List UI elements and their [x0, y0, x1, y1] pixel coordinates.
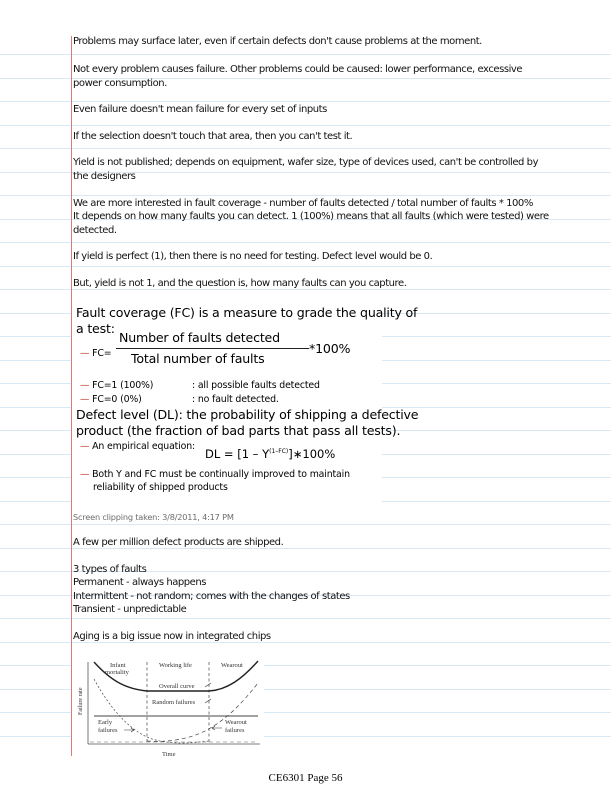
note-line: power consumption. — [73, 78, 167, 89]
bullet-dash-icon: — — [80, 394, 90, 405]
bullet-dash-icon: — — [80, 348, 90, 359]
label-working-life: Working life — [159, 662, 192, 669]
page-footer: CE6301 Page 56 — [268, 772, 343, 784]
fc1-desc: : all possible faults detected — [192, 380, 320, 391]
ruled-line — [0, 195, 611, 196]
fc-heading-cont: a test: — [76, 321, 115, 336]
note-line: the designers — [73, 171, 136, 182]
note-line: We are more interested in fault coverage - number of faults detected / total number of faults * 100% — [73, 198, 533, 209]
empirical-bullet — [80, 441, 195, 452]
note-line: A few per million defect products are shipped. — [73, 537, 284, 548]
note-line: 3 types of faults — [73, 564, 147, 575]
label-random-failures: Random failures — [152, 699, 196, 706]
fc-multiplier: *100% — [309, 341, 351, 356]
label-early-failures: failures — [98, 727, 118, 734]
label-wearout-failures-2: failures — [225, 727, 245, 734]
note-line: Aging is a big issue now in integrated chips — [73, 631, 271, 642]
bullet-dash-icon: — — [80, 441, 90, 452]
ruled-line — [0, 125, 611, 126]
bullet-dash-icon: — — [80, 469, 90, 480]
ruled-line — [0, 618, 611, 619]
note-line: Transient - unpredictable — [73, 604, 187, 615]
label-overall-curve: Overall curve — [159, 683, 195, 690]
y-axis-label: Failure rate — [78, 687, 84, 715]
clipping-caption: Screen clipping taken: 3/8/2011, 4:17 PM — [73, 512, 234, 522]
dl-equation-exponent: (1–FC) — [269, 448, 289, 456]
note-line: Yield is not published; depends on equipment, wafer size, type of devices used, can't be controlled by — [73, 157, 539, 168]
bullet-dash-icon: — — [80, 380, 90, 391]
note-line: Problems may surface later, even if certain defects don't cause problems at the moment. — [73, 36, 482, 47]
both-bullet — [80, 469, 350, 480]
label-wearout-failures-1: Wearout — [225, 719, 247, 726]
note-line: Intermittent - not random; comes with the changes of states — [73, 591, 350, 602]
fc0-desc: : no fault detected. — [192, 394, 279, 405]
dl-heading-cont: product (the fraction of bad parts that pass all tests). — [76, 423, 401, 438]
fc-label: FC= — [92, 348, 112, 359]
ruled-line — [0, 148, 611, 149]
fc-denominator: Total number of faults — [131, 351, 265, 366]
note-line: Even failure doesn't mean failure for every set of inputs — [73, 104, 327, 115]
ruled-line — [0, 524, 611, 525]
bathtub-curve-diagram — [72, 657, 264, 763]
fc-bullet — [80, 348, 111, 359]
fc0-label: FC=0 (0%) — [92, 394, 142, 405]
note-line: If yield is perfect (1), then there is no need for testing. Defect level would be 0. — [73, 251, 433, 262]
empirical-label: An empirical equation: — [92, 441, 196, 452]
note-line: But, yield is not 1, and the question is, how many faults can you capture. — [73, 278, 407, 289]
label-wearout: Wearout — [221, 662, 243, 669]
fc1-label: FC=1 (100%) — [92, 380, 154, 391]
fc-heading: Fault coverage (FC) is a measure to grade the quality of — [76, 305, 418, 320]
fc0-bullet — [80, 394, 142, 405]
dl-equation-rhs: ]∗100% — [288, 447, 336, 461]
screen-clipping — [72, 297, 419, 505]
fc1-bullet — [80, 380, 153, 391]
note-line: Not every problem causes failure. Other problems could be caused: lower performance, excessive — [73, 64, 523, 75]
x-axis-label: Time — [162, 751, 176, 758]
label-mortality: mortality — [105, 669, 129, 676]
fraction-bar — [116, 348, 309, 349]
note-line: It depends on how many faults you can detect. 1 (100%) means that all faults (which were tested) were — [73, 211, 549, 222]
ruled-line — [0, 266, 611, 267]
note-line: detected. — [73, 225, 117, 236]
diagram-background — [72, 657, 264, 763]
label-infant: Infant — [110, 662, 126, 669]
note-line: If the selection doesn't touch that area, then you can't test it. — [73, 131, 353, 142]
both-text-cont: reliability of shipped products — [93, 482, 228, 493]
dl-equation — [205, 447, 335, 461]
dl-equation-lhs: DL = [1 – Y — [205, 447, 270, 461]
both-text: Both Y and FC must be continually improved to maintain — [92, 469, 350, 480]
ruled-line — [0, 242, 611, 243]
fc-numerator: Number of faults detected — [119, 330, 280, 345]
label-early: Early — [98, 719, 113, 726]
ruled-line — [0, 54, 611, 55]
note-line: Permanent - always happens — [73, 577, 207, 588]
ruled-line — [0, 101, 611, 102]
dl-heading: Defect level (DL): the probability of shipping a defective — [76, 407, 419, 422]
